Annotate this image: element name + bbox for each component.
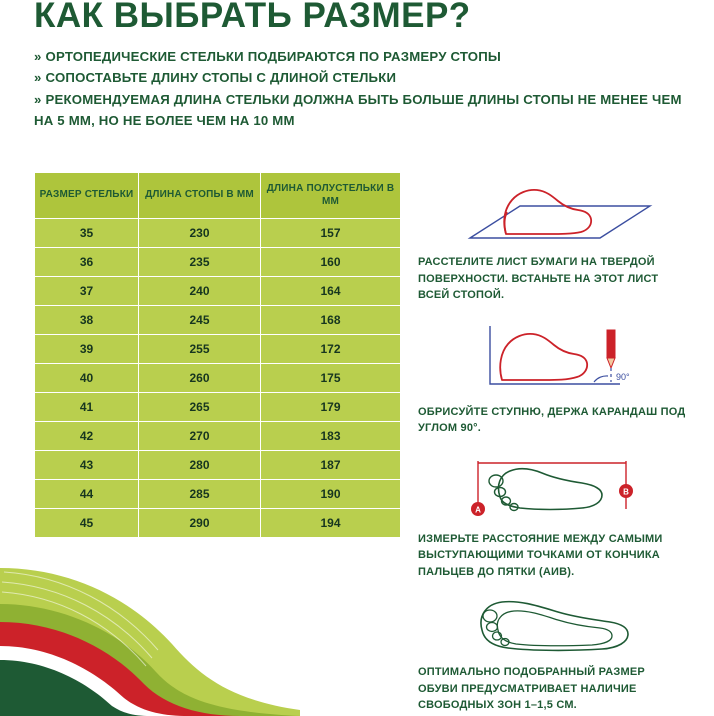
table-row xyxy=(35,306,401,335)
table-header-row xyxy=(35,173,401,219)
chevron-marker: » xyxy=(34,49,42,64)
table-row xyxy=(35,451,401,480)
table-cell-foot-length: 290 xyxy=(139,509,261,538)
table-header-cell: РАЗМЕР СТЕЛЬКИ xyxy=(35,173,139,219)
size-table-container xyxy=(34,172,400,538)
foot-measure-ab-icon xyxy=(442,451,662,523)
bullet-text: СОПОСТАВЬТЕ ДЛИНУ СТОПЫ С ДЛИНОЙ СТЕЛЬКИ xyxy=(45,70,397,86)
step-caption: ИЗМЕРЬТЕ РАССТОЯНИЕ МЕЖДУ САМЫМИ ВЫСТУПАЮЩИМИ ТОЧКАМИ ОТ КОНЧИКА ПАЛЬЦЕВ ДО ПЯТКИ (АИВ). xyxy=(418,532,663,578)
table-cell-half-insole: 157 xyxy=(261,219,401,248)
table-cell-half-insole: 175 xyxy=(261,364,401,393)
table-row xyxy=(35,364,401,393)
step-caption: ОПТИМАЛЬНО ПОДОБРАННЫЙ РАЗМЕР ОБУВИ ПРЕДУСМАТРИВАЕТ НАЛИЧИЕ СВОБОДНЫХ ЗОН 1–1,5 СМ. xyxy=(418,666,645,711)
table-cell-foot-length: 235 xyxy=(139,248,261,277)
step-measure xyxy=(418,451,686,581)
bullet-text: ОРТОПЕДИЧЕСКИЕ СТЕЛЬКИ ПОДБИРАЮТСЯ ПО РАЗМЕРУ СТОПЫ xyxy=(45,49,502,64)
table-cell-size: 42 xyxy=(35,422,139,451)
size-table xyxy=(34,172,401,538)
table-cell-size: 44 xyxy=(35,480,139,509)
table-cell-half-insole: 164 xyxy=(261,277,401,306)
bullet-item xyxy=(34,67,694,88)
table-cell-half-insole: 172 xyxy=(261,335,401,364)
step-caption: ОБРИСУЙТЕ СТУПНЮ, ДЕРЖА КАРАНДАШ ПОД УГЛОМ 90°. xyxy=(418,405,686,434)
chevron-marker: » xyxy=(34,91,42,107)
bullet-list xyxy=(34,46,694,132)
table-cell-half-insole: 194 xyxy=(261,509,401,538)
table-cell-foot-length: 260 xyxy=(139,364,261,393)
table-cell-foot-length: 265 xyxy=(139,393,261,422)
table-cell-half-insole: 168 xyxy=(261,306,401,335)
bullet-text: РЕКОМЕНДУЕМАЯ ДЛИНА СТЕЛЬКИ ДОЛЖНА БЫТЬ БОЛЬШЕ ДЛИНЫ СТОПЫ НЕ МЕНЕЕ ЧЕМ НА 5 ММ, НО НЕ БОЛЕЕ ЧЕМ НА 10 ММ xyxy=(34,91,682,129)
table-cell-size: 45 xyxy=(35,509,139,538)
page-title: КАК ВЫБРАТЬ РАЗМЕР? xyxy=(34,0,471,35)
table-cell-size: 39 xyxy=(35,335,139,364)
table-row xyxy=(35,509,401,538)
bullet-item xyxy=(34,46,694,67)
table-cell-size: 41 xyxy=(35,393,139,422)
table-cell-foot-length: 285 xyxy=(139,480,261,509)
table-cell-foot-length: 230 xyxy=(139,219,261,248)
table-cell-half-insole: 183 xyxy=(261,422,401,451)
step-caption: РАССТЕЛИТЕ ЛИСТ БУМАГИ НА ТВЕРДОЙ ПОВЕРХНОСТИ. ВСТАНЬТЕ НА ЭТОТ ЛИСТ ВСЕЙ СТОПОЙ. xyxy=(418,256,659,301)
point-a-label: A xyxy=(475,505,481,514)
table-row xyxy=(35,422,401,451)
instruction-steps xyxy=(418,176,686,716)
table-row xyxy=(35,248,401,277)
table-cell-size: 43 xyxy=(35,451,139,480)
foot-on-paper-icon xyxy=(442,176,662,244)
table-row xyxy=(35,480,401,509)
table-cell-size: 38 xyxy=(35,306,139,335)
table-cell-foot-length: 280 xyxy=(139,451,261,480)
table-cell-foot-length: 270 xyxy=(139,422,261,451)
table-cell-size: 37 xyxy=(35,277,139,306)
step-trace xyxy=(418,318,686,437)
point-b-label: B xyxy=(623,487,629,496)
table-cell-half-insole: 179 xyxy=(261,393,401,422)
step-paper xyxy=(418,176,686,304)
table-cell-foot-length: 240 xyxy=(139,277,261,306)
chevron-marker: » xyxy=(34,70,42,86)
pencil-icon xyxy=(607,330,615,382)
foot-tracing-pencil-icon xyxy=(442,318,662,396)
table-cell-foot-length: 255 xyxy=(139,335,261,364)
table-row xyxy=(35,393,401,422)
table-cell-half-insole: 160 xyxy=(261,248,401,277)
table-cell-size: 36 xyxy=(35,248,139,277)
table-cell-size: 35 xyxy=(35,219,139,248)
decorative-swoosh xyxy=(0,526,300,716)
table-cell-foot-length: 245 xyxy=(139,306,261,335)
table-row xyxy=(35,219,401,248)
table-row xyxy=(35,335,401,364)
step-result xyxy=(418,594,686,714)
table-header-cell: ДЛИНА СТОПЫ В ММ xyxy=(139,173,261,219)
foot-in-shoe-icon xyxy=(442,594,662,656)
table-cell-half-insole: 187 xyxy=(261,451,401,480)
bullet-item xyxy=(34,89,694,132)
table-row xyxy=(35,277,401,306)
table-cell-size: 40 xyxy=(35,364,139,393)
table-header-cell: ДЛИНА ПОЛУСТЕЛЬКИ В ММ xyxy=(261,173,401,219)
angle-label: 90° xyxy=(616,371,630,382)
table-cell-half-insole: 190 xyxy=(261,480,401,509)
